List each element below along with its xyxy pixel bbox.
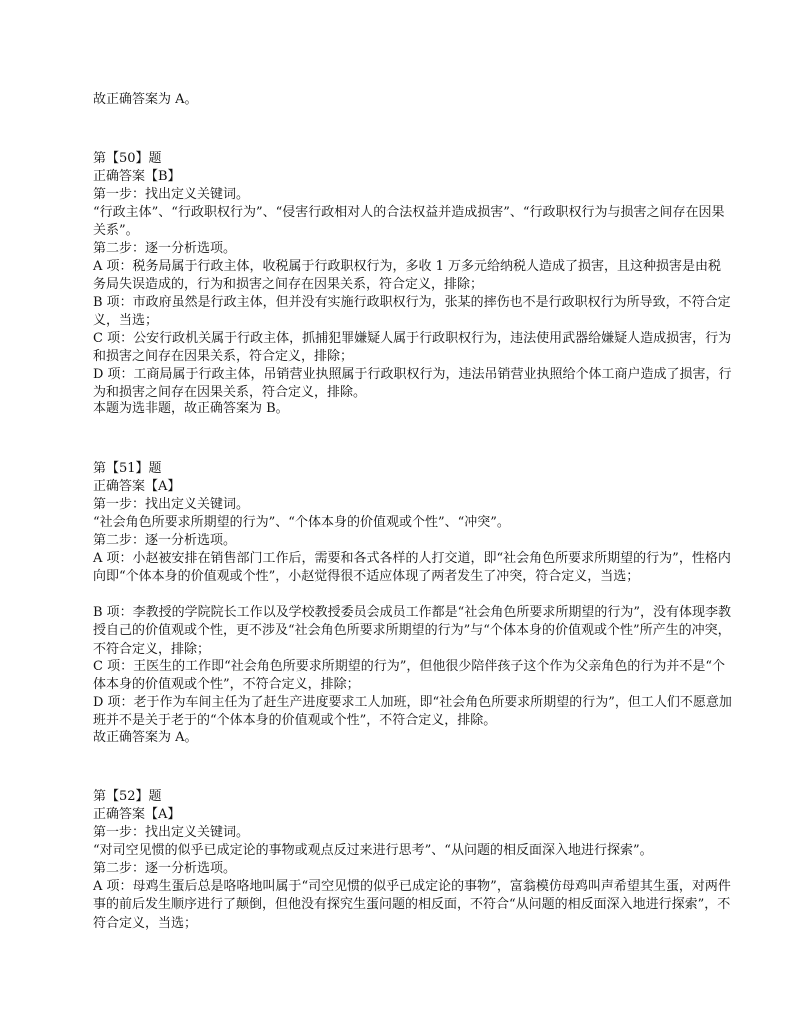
question-52-step2: 第二步：逐一分析选项。 [93, 861, 237, 876]
question-50-title: 第【50】题 [93, 151, 162, 166]
question-52-option-a: A 项：母鸡生蛋后总是咯咯地叫属于“司空见惯的似乎已成定论的事物”，富翁模仿母鸡叫声希望其生蛋，对两件事的前后发生顺序进行了颠倒，但他没有探究生蛋问题的相反面，不符合“从问题的相反面深入地进行探索”，不符合定义，当选； [93, 879, 731, 931]
question-50-option-b: B 项：市政府虽然是行政主体，但并没有实施行政职权行为，张某的摔伤也不是行政职权行为所导致，不符合定义，当选； [93, 295, 731, 329]
question-51-option-a: A 项：小赵被安排在销售部门工作后，需要和各式各样的人打交道，即“社会角色所要求所期望的行为”，性格内向即“个体本身的价值观或个性”，小赵觉得很不适应体现了两者发生了冲突，符合定义，当选； [93, 551, 731, 585]
question-50-option-c: C 项：公安行政机关属于行政主体，抓捕犯罪嫌疑人属于行政职权行为，违法使用武器给嫌疑人造成损害，行为和损害之间存在因果关系，符合定义，排除； [93, 331, 732, 365]
question-52-step1: 第一步：找出定义关键词。 [93, 825, 250, 840]
question-51-step2: 第二步：逐一分析选项。 [93, 533, 237, 548]
question-50-answer: 正确答案【B】 [93, 169, 181, 184]
question-51-step1: 第一步：找出定义关键词。 [93, 497, 250, 512]
question-51-title: 第【51】题 [93, 461, 162, 476]
question-51-option-d: D 项：老于作为车间主任为了赶生产进度要求工人加班，即“社会角色所要求所期望的行为”，但工人们不愿意加班并不是关于老于的“个体本身的价值观或个性”，不符合定义，排除。 [93, 695, 732, 729]
question-52-title: 第【52】题 [93, 789, 162, 804]
question-50-step1: 第一步：找出定义关键词。 [93, 187, 250, 202]
question-50-option-a: A 项：税务局属于行政主体，收税属于行政职权行为，多收 1 万多元给纳税人造成了损害，且这种损害是由税务局失误造成的，行为和损害之间存在因果关系，符合定义，排除； [93, 259, 722, 293]
question-52-answer: 正确答案【A】 [93, 807, 181, 822]
answer-line: 故正确答案为 A。 [93, 92, 198, 107]
question-51-answer: 正确答案【A】 [93, 479, 181, 494]
question-50-conclusion: 本题为选非题，故正确答案为 B。 [93, 401, 289, 416]
question-50-option-d: D 项：工商局属于行政主体，吊销营业执照属于行政职权行为，违法吊销营业执照给个体工商户造成了损害，行为和损害之间存在因果关系，符合定义，排除。 [93, 367, 732, 401]
question-50-step2: 第二步：逐一分析选项。 [93, 241, 237, 256]
question-51-keywords: “社会角色所要求所期望的行为”、“个体本身的价值观或个性”、“冲突”。 [93, 515, 510, 530]
question-51-option-b: B 项：李教授的学院院长工作以及学校教授委员会成员工作都是“社会角色所要求所期望的行为”，没有体现李教授自己的价值观或个性，更不涉及“社会角色所要求所期望的行为”与“个体本身的价值观或个性”所产生的冲突，不符合定义，排除； [93, 605, 731, 657]
question-51-conclusion: 故正确答案为 A。 [93, 730, 198, 745]
question-52-keywords: “对司空见惯的似乎已成定论的事物或观点反过来进行思考”、“从问题的相反面深入地进行探索”。 [93, 843, 653, 858]
question-51-option-c: C 项：王医生的工作即“社会角色所要求所期望的行为”，但他很少陪伴孩子这个作为父亲角色的行为并不是“个体本身的价值观或个性”，不符合定义，排除； [93, 659, 726, 693]
question-50-keywords: “行政主体”、“行政职权行为”、“侵害行政相对人的合法权益并造成损害”、“行政职权行为与损害之间存在因果关系”。 [93, 205, 725, 239]
